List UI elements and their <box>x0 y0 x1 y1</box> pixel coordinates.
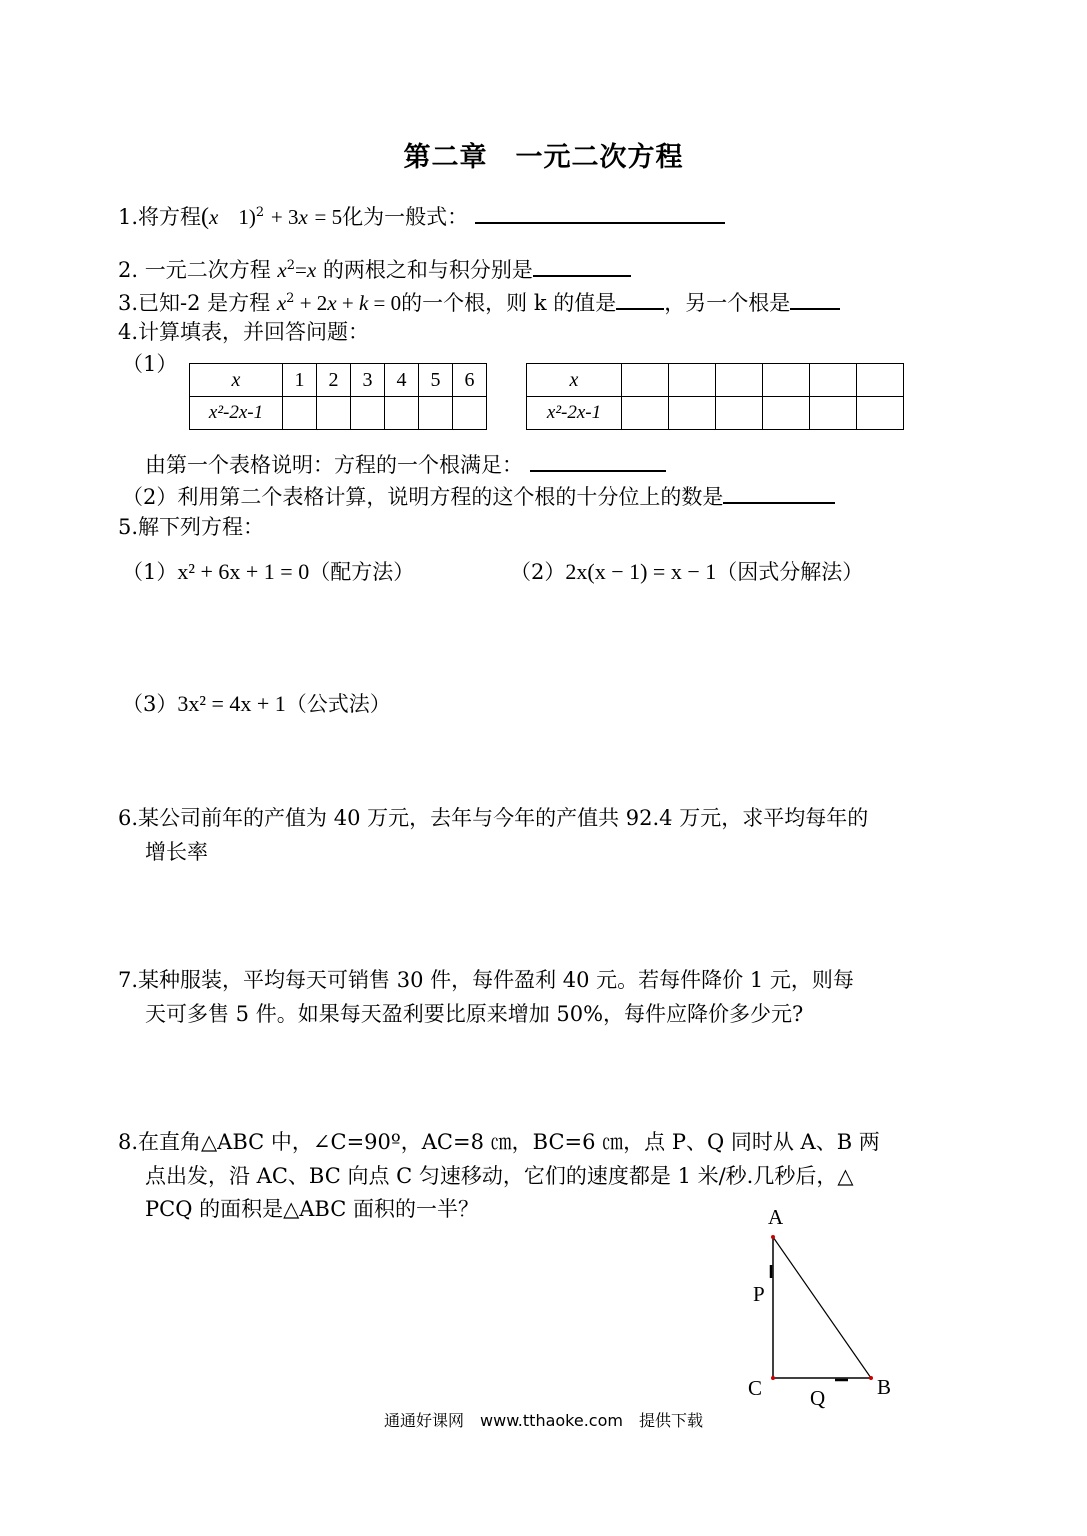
q3-eq-x: x <box>276 291 287 315</box>
table-1-col: 3 <box>351 364 385 397</box>
table-2-row-x <box>527 364 904 397</box>
page-title: 第二章 一元二次方程 <box>403 142 684 173</box>
table-1-cell[interactable] <box>453 397 487 430</box>
table-1-col: 1 <box>283 364 317 397</box>
table-2 <box>526 363 904 430</box>
question-4-note2 <box>122 480 835 511</box>
page-footer: 通通好课网 www.tthaoke.com 提供下载 <box>384 1411 703 1430</box>
table-2-cell[interactable] <box>857 397 904 430</box>
q1-eq-open: ( <box>201 204 210 230</box>
q2-answer-blank[interactable] <box>533 253 631 277</box>
point-a <box>771 1235 775 1239</box>
table-1-col: 2 <box>317 364 351 397</box>
table-1-row-value <box>190 397 487 430</box>
table-1-cell[interactable] <box>385 397 419 430</box>
table-2-head-x: x <box>527 364 622 397</box>
question-7-line-1: 7.某种服装，平均每天可销售 30 件，每件盈利 40 元。若每件降价 1 元，则每 <box>118 968 854 992</box>
q5-p2-equation: 2x(x − 1) = x − 1 <box>565 559 717 584</box>
q3-root-blank[interactable] <box>790 286 840 310</box>
point-b <box>869 1376 873 1380</box>
q2-suffix: 的两根之和与积分别是 <box>316 258 533 282</box>
question-4-sub1: （1） <box>122 352 178 376</box>
q2-eq-x: x <box>277 258 287 282</box>
q3-mid2: ，另一个根是 <box>664 291 791 315</box>
question-4-note1 <box>145 448 666 479</box>
question-1: 1.将方程(x 1)$^2$ + 3x = 5化为一般式： <box>118 200 725 231</box>
q5-p1-method: （配方法） <box>309 560 415 584</box>
question-8-line-1: 8.在直角△ABC 中，∠C=90º，AC=8 ㎝，BC=6 ㎝，点 P、Q 同时从 A、B 两 <box>118 1130 880 1154</box>
q3-k-blank[interactable] <box>616 286 664 310</box>
table-1-cell[interactable] <box>283 397 317 430</box>
table-1-row-x <box>190 364 487 397</box>
table-2-row-value <box>527 397 904 430</box>
question-5-part-1 <box>122 558 414 586</box>
question-6-line-2: 增长率 <box>145 840 208 864</box>
table-2-cell[interactable] <box>669 364 716 397</box>
q3-eq-plus: + <box>336 291 359 315</box>
label-b: B <box>877 1375 892 1399</box>
table-2-cell[interactable] <box>669 397 716 430</box>
q3-mid: 的一个根，则 k 的值是 <box>401 291 617 315</box>
table-1-col: 6 <box>453 364 487 397</box>
table-1-col: 4 <box>385 364 419 397</box>
q1-suffix: 化为一般式： <box>342 205 469 229</box>
label-q: Q <box>810 1386 826 1410</box>
question-8-line-3: PCQ 的面积是△ABC 面积的一半？ <box>145 1197 479 1221</box>
q5-p1-label: （1） <box>122 560 178 584</box>
triangle-figure <box>730 1200 920 1410</box>
question-8-line-2: 点出发，沿 AC、BC 向点 C 匀速移动，它们的速度都是 1 米/秒.几秒后，△ <box>145 1164 854 1188</box>
q1-eq-x2: x <box>298 205 308 229</box>
q5-p2-label: （2） <box>510 560 566 584</box>
table-1 <box>189 363 487 430</box>
table-2-cell[interactable] <box>763 364 810 397</box>
q3-eq-zero: = 0 <box>368 291 402 315</box>
label-c: C <box>748 1376 763 1400</box>
q1-eq-mid: 1) <box>238 205 256 229</box>
table-2-cell[interactable] <box>716 397 763 430</box>
table-2-head-expr: x²-2x-1 <box>527 397 622 430</box>
q4-note2-text: （2）利用第二个表格计算，说明方程的这个根的十分位上的数是 <box>122 485 724 509</box>
q5-p1-equation: x² + 6x + 1 = 0 <box>177 559 310 584</box>
table-1-col: 5 <box>419 364 453 397</box>
point-c <box>771 1376 775 1380</box>
q1-eq-x: x <box>209 205 219 229</box>
q5-p3-label: （3） <box>122 692 178 716</box>
q5-p3-equation: 3x² = 4x + 1 <box>177 691 286 716</box>
label-p: P <box>753 1282 765 1306</box>
q2-prefix: 2. 一元二次方程 <box>118 258 278 282</box>
q2-eq-x2: x <box>306 258 317 282</box>
table-2-cell[interactable] <box>810 364 857 397</box>
question-4-title: 4.计算填表，并回答问题： <box>118 320 370 344</box>
question-7-line-2: 天可多售 5 件。如果每天盈利要比原来增加 50%，每件应降价多少元? <box>145 1002 804 1026</box>
q1-answer-blank[interactable] <box>475 200 725 224</box>
q3-eq-2: + 2 <box>294 291 328 315</box>
table-2-cell[interactable] <box>857 364 904 397</box>
table-1-cell[interactable] <box>351 397 385 430</box>
q1-prefix: 1.将方程 <box>118 205 202 229</box>
q5-p2-method: （因式分解法） <box>716 560 864 584</box>
q5-p3-method: （公式法） <box>285 692 391 716</box>
table-2-cell[interactable] <box>622 397 669 430</box>
question-6-line-1: 6.某公司前年的产值为 40 万元，去年与今年的产值共 92.4 万元，求平均每年的 <box>118 806 869 830</box>
q3-eq-x2: x <box>327 291 337 315</box>
table-2-cell[interactable] <box>810 397 857 430</box>
side-ab <box>773 1237 871 1378</box>
question-5-title: 5.解下列方程： <box>118 515 265 539</box>
label-a: A <box>768 1205 784 1229</box>
q2-eq-equals: = <box>295 258 307 282</box>
table-1-cell[interactable] <box>317 397 351 430</box>
q3-eq-k: k <box>358 291 369 315</box>
q4-note1-text: 由第一个表格说明：方程的一个根满足： <box>145 453 523 477</box>
table-1-cell[interactable] <box>419 397 453 430</box>
question-5-part-3 <box>122 690 391 718</box>
q4-note1-blank[interactable] <box>530 448 666 472</box>
q4-note2-blank[interactable] <box>723 480 835 504</box>
question-3: 3.已知-2 是方程 $x^2 + 2x + k = 0$的一个根，则 k 的值是 ，另一个根是 <box>118 286 840 317</box>
table-2-cell[interactable] <box>622 364 669 397</box>
q1-eq-rest: + 3 <box>270 205 299 229</box>
question-2: 2. 一元二次方程 $x^2=x$ 的两根之和与积分别是 <box>118 253 631 284</box>
q3-prefix: 3.已知-2 是方程 <box>118 291 277 315</box>
table-1-head-x: x <box>190 364 283 397</box>
table-2-cell[interactable] <box>763 397 810 430</box>
q1-eq-end: = 5 <box>314 205 343 229</box>
table-2-cell[interactable] <box>716 364 763 397</box>
table-1-head-expr: x²-2x-1 <box>190 397 283 430</box>
question-5-part-2 <box>510 558 863 586</box>
